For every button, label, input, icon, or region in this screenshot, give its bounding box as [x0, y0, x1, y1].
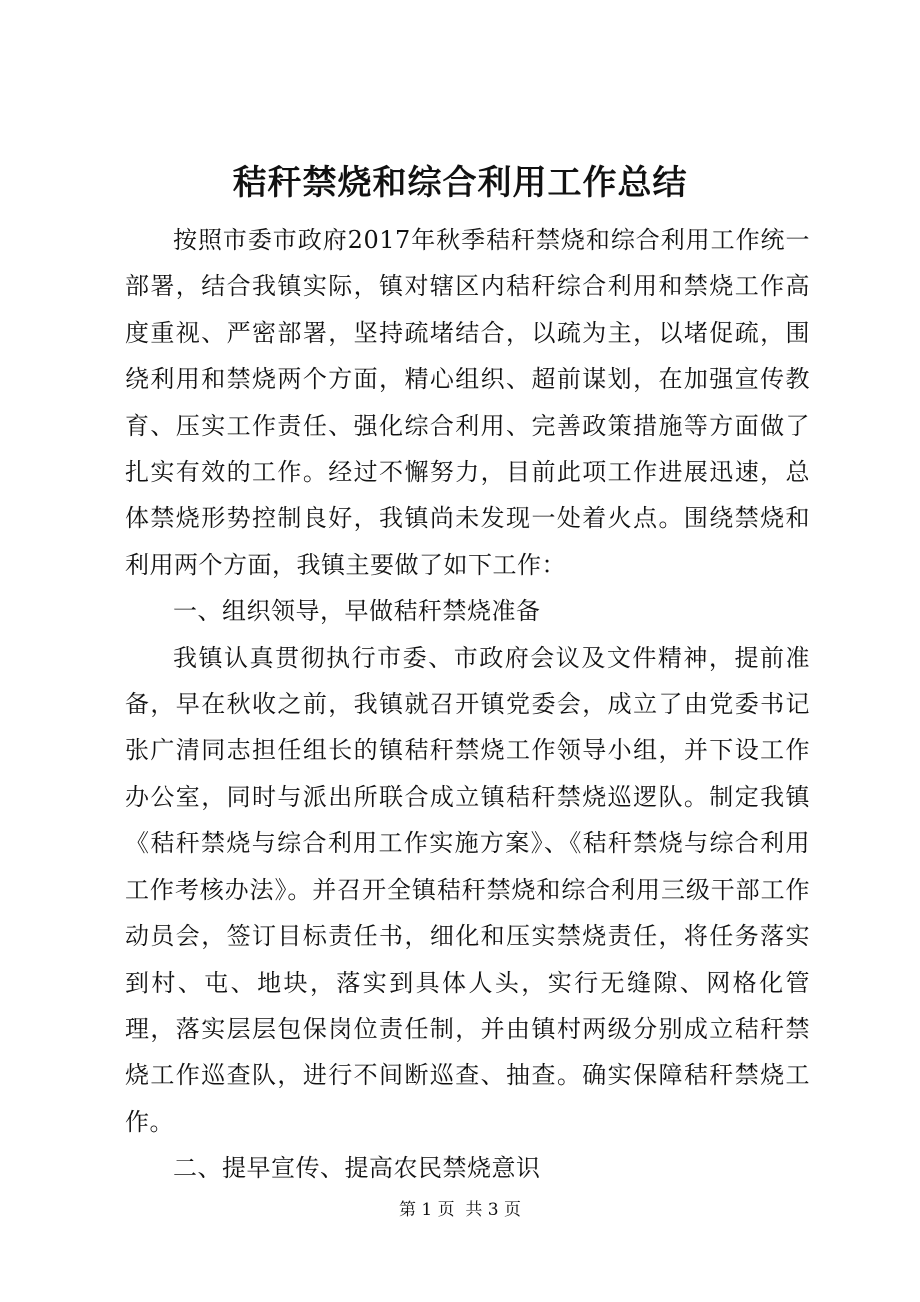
- section-heading-2: 二、提早宣传、提高农民禁烧意识: [173, 1154, 541, 1183]
- page-footer: [0, 1198, 920, 1222]
- document-title: 秸秆禁烧和综合利用工作总结: [232, 163, 688, 203]
- page-number-label: 第 1 页 共 3 页: [398, 1200, 522, 1220]
- document-body: [125, 217, 810, 1192]
- section-1-paragraph: 我镇认真贯彻执行市委、市政府会议及文件精神，提前准备，早在秋收之前，我镇就召开镇党委会，成立了由党委书记张广清同志担任组长的镇秸秆禁烧工作领导小组，并下设工作办公室，同时与派出所联合成立镇秸秆禁烧巡逻队。制定我镇《秸秆禁烧与综合利用工作实施方案》、《秸秆禁烧与综合利用工作考核办法》。并召开全镇秸秆禁烧和综合利用三级干部工作动员会，签订目标责任书，细化和压实禁烧责任，将任务落实到村、屯、地块，落实到具体人头，实行无缝隙、网格化管理，落实层层包保岗位责任制，并由镇村两级分别成立秸秆禁烧工作巡查队，进行不间断巡查、抽查。确实保障秸秆禁烧工作。: [125, 643, 810, 1136]
- intro-paragraph: 按照市委市政府2017年秋季秸秆禁烧和综合利用工作统一部署，结合我镇实际，镇对辖区内秸秆综合利用和禁烧工作高度重视、严密部署，坚持疏堵结合，以疏为主，以堵促疏，围绕利用和禁烧两个方面，精心组织、超前谋划，在加强宣传教育、压实工作责任、强化综合利用、完善政策措施等方面做了扎实有效的工作。经过不懈努力，目前此项工作进展迅速，总体禁烧形势控制良好，我镇尚未发现一处着火点。围绕禁烧和利用两个方面，我镇主要做了如下工作：: [125, 226, 810, 579]
- section-heading-1: 一、组织领导，早做秸秆禁烧准备: [173, 597, 541, 626]
